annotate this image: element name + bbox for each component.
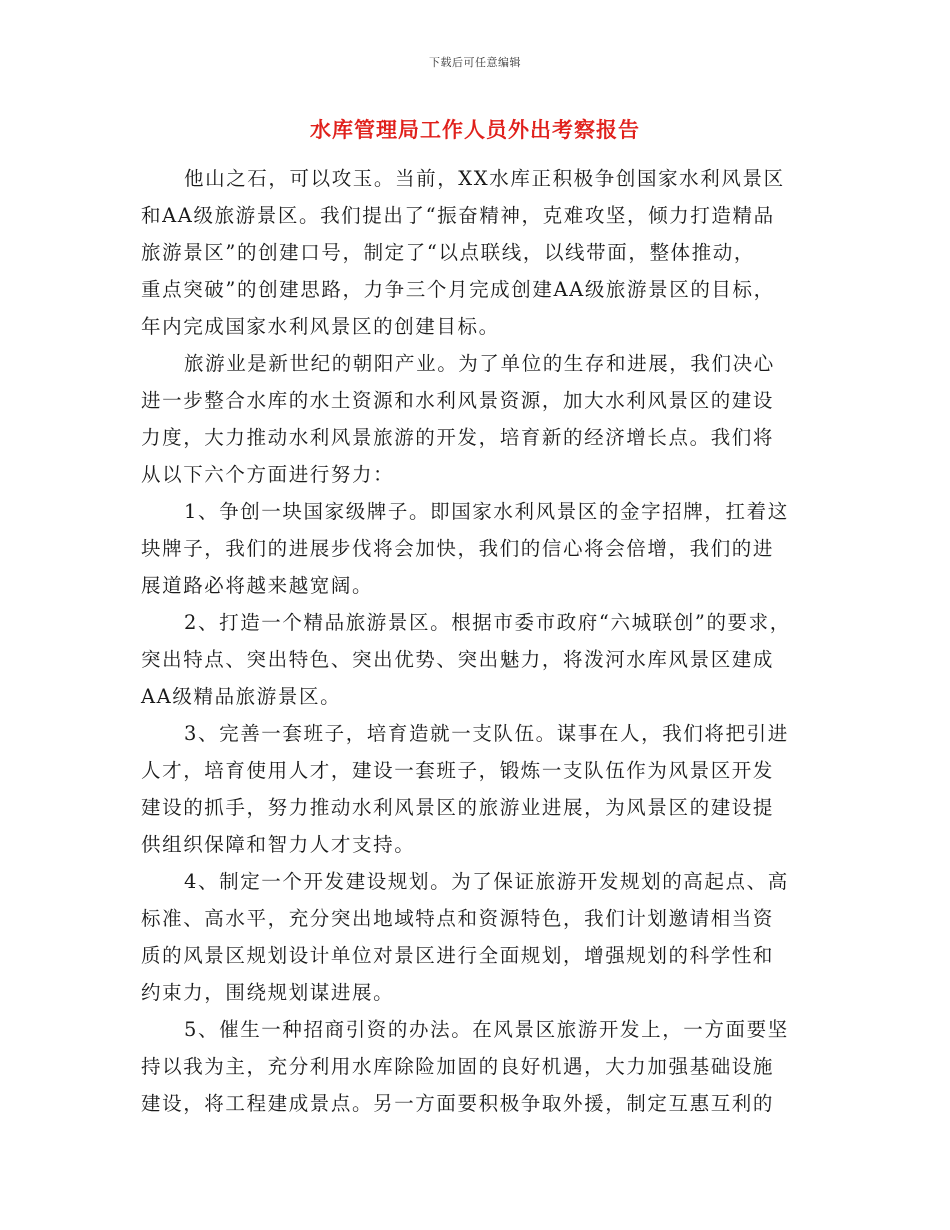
paragraph-line: 3、完善一套班子，培育造就一支队伍。谋事在人，我们将把引进 bbox=[184, 722, 789, 745]
paragraph-line: 5、催生一种招商引资的办法。在风景区旅游开发上，一方面要坚 bbox=[184, 1018, 789, 1041]
header-note: 下载后可任意编辑 bbox=[429, 56, 521, 69]
paragraph bbox=[141, 604, 821, 715]
paragraph-line: 进一步整合水库的水土资源和水利风景资源，加大水利风景区的建设 bbox=[141, 389, 775, 412]
paragraph-line: 年内完成国家水利风景区的创建目标。 bbox=[141, 315, 500, 338]
paragraph-line: 标准、高水平，充分突出地域特点和资源特色，我们计划邀请相当资 bbox=[141, 907, 775, 930]
document-body bbox=[141, 160, 821, 1122]
paragraph bbox=[141, 493, 821, 604]
paragraph-line: 4、制定一个开发建设规划。为了保证旅游开发规划的高起点、高 bbox=[184, 870, 789, 893]
paragraph-line: 2、打造一个精品旅游景区。根据市委市政府“六城联创”的要求， bbox=[184, 611, 791, 634]
paragraph-line: 力度，大力推动水利风景旅游的开发，培育新的经济增长点。我们将 bbox=[141, 426, 775, 449]
paragraph-line: 旅游业是新世纪的朝阳产业。为了单位的生存和进展，我们决心 bbox=[184, 352, 775, 375]
paragraph-line: 突出特点、突出特色、突出优势、突出魅力，将泼河水库风景区建成 bbox=[141, 648, 775, 671]
paragraph-line: 人才，培育使用人才，建设一套班子，锻炼一支队伍作为风景区开发 bbox=[141, 759, 775, 782]
paragraph-line: 1、争创一块国家级牌子。即国家水利风景区的金字招牌，扛着这 bbox=[184, 500, 789, 523]
paragraph-line: 旅游景区”的创建口号，制定了“以点联线，以线带面，整体推动， bbox=[141, 241, 755, 264]
paragraph-line: 展道路必将越来越宽阔。 bbox=[141, 574, 374, 597]
paragraph-line: 重点突破”的创建思路，力争三个月完成创建AA级旅游景区的目标， bbox=[141, 278, 775, 301]
paragraph-line: 和AA级旅游景区。我们提出了“振奋精神，克难攻坚，倾力打造精品 bbox=[141, 204, 775, 227]
paragraph-line: 块牌子，我们的进展步伐将会加快，我们的信心将会倍增，我们的进 bbox=[141, 537, 775, 560]
paragraph bbox=[141, 715, 821, 863]
paragraph-line: 约束力，围绕规划谋进展。 bbox=[141, 981, 395, 1004]
paragraph-line: 他山之石，可以攻玉。当前，XX水库正积极争创国家水利风景区 bbox=[184, 167, 785, 190]
paragraph-line: 质的风景区规划设计单位对景区进行全面规划，增强规划的科学性和 bbox=[141, 944, 775, 967]
paragraph bbox=[141, 863, 821, 1011]
paragraph bbox=[141, 1011, 821, 1122]
document-title: 水库管理局工作人员外出考察报告 bbox=[310, 117, 640, 142]
paragraph-line: 建设，将工程建成景点。另一方面要积极争取外援，制定互惠互利的 bbox=[141, 1092, 775, 1115]
paragraph-line: 建设的抓手，努力推动水利风景区的旅游业进展，为风景区的建设提 bbox=[141, 796, 775, 819]
paragraph-line: 供组织保障和智力人才支持。 bbox=[141, 833, 416, 856]
paragraph bbox=[141, 160, 821, 345]
paragraph-line: AA级精品旅游景区。 bbox=[141, 685, 342, 708]
paragraph-line: 持以我为主，充分利用水库除险加固的良好机遇，大力加强基础设施 bbox=[141, 1055, 775, 1078]
paragraph-line: 从以下六个方面进行努力： bbox=[141, 463, 395, 486]
paragraph bbox=[141, 345, 821, 493]
